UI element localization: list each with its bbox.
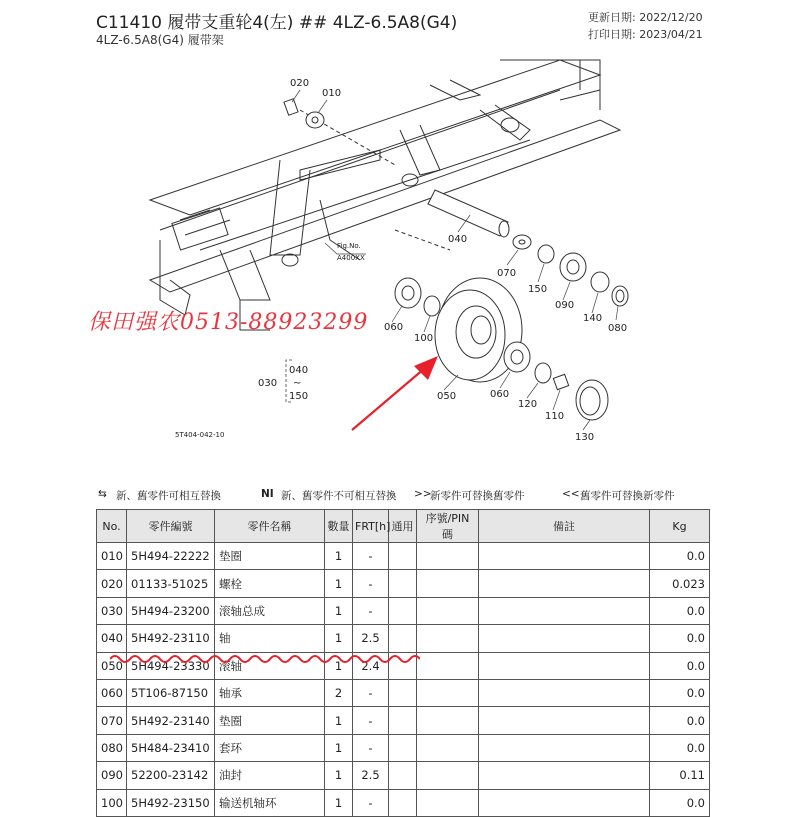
label-040: 040 [448,234,468,245]
legend-item-3: 新零件可替換舊零件 [430,490,525,502]
header-kg: Kg [650,510,710,543]
cell-part-number: 5H494-23330 [127,652,215,679]
cell-common [389,543,417,570]
label-130: 130 [575,432,595,443]
cell-frt: - [353,570,389,597]
cell-remarks [479,597,650,624]
cell-no: 030 [97,597,127,624]
legend-item-4: 舊零件可替換新零件 [580,490,675,502]
cell-kg: 0.0 [650,652,710,679]
cell-frt: 2.5 [353,762,389,789]
watermark-text: 保田强农0513-88923299 [88,310,369,335]
cell-qty: 1 [325,789,353,816]
cell-common [389,762,417,789]
cell-part-name: 滚轴 [215,652,325,679]
legend-forward-icon: >> [414,488,432,500]
cell-serial [417,707,479,734]
page-title: C11410 履带支重轮4(左) ## 4LZ-6.5A8(G4) [96,13,458,33]
cell-kg: 0.023 [650,570,710,597]
cell-no: 090 [97,762,127,789]
cell-part-name: 垫圈 [215,543,325,570]
cell-serial [417,570,479,597]
legend [96,488,706,506]
header-part-number: 零件編號 [127,510,215,543]
cell-qty: 1 [325,570,353,597]
cell-remarks [479,734,650,761]
cell-common [389,789,417,816]
cell-frt: 2.4 [353,652,389,679]
label-050: 050 [437,391,457,402]
cell-remarks [479,679,650,706]
header-part-name: 零件名稱 [215,510,325,543]
header-common: 通用 [389,510,417,543]
cell-part-number: 5T106-87150 [127,679,215,706]
legend-interchangeable-icon: ⇆ [98,488,107,500]
cell-common [389,734,417,761]
cell-part-name: 输送机轴环 [215,789,325,816]
label-030: 030 [258,378,278,389]
fig-no-label: Fig.No. [337,242,361,250]
label-070: 070 [497,268,517,279]
page-subtitle: 4LZ-6.5A8(G4) 履带架 [96,33,224,47]
cell-qty: 1 [325,597,353,624]
label-020: 020 [290,78,310,89]
cell-remarks [479,789,650,816]
label-060-left: 060 [384,322,404,333]
table-row[interactable] [97,597,710,624]
cell-frt: - [353,734,389,761]
label-140: 140 [583,313,603,324]
cell-part-name: 滚轴总成 [215,597,325,624]
table-row[interactable] [97,679,710,706]
table-row[interactable] [97,570,710,597]
cell-remarks [479,543,650,570]
cell-serial [417,543,479,570]
legend-backward-icon: << [562,488,580,500]
cell-frt: 2.5 [353,625,389,652]
cell-kg: 0.0 [650,625,710,652]
cell-kg: 0.0 [650,734,710,761]
cell-remarks [479,625,650,652]
cell-no: 100 [97,789,127,816]
label-010: 010 [322,88,342,99]
cell-remarks [479,762,650,789]
cell-part-number: 5H484-23410 [127,734,215,761]
table-row[interactable] [97,734,710,761]
cell-serial [417,625,479,652]
cell-part-number: 52200-23142 [127,762,215,789]
label-090: 090 [555,300,575,311]
cell-frt: - [353,707,389,734]
parts-drawing [284,99,628,420]
cell-part-number: 5H494-22222 [127,543,215,570]
range-bottom: 150 [289,391,309,402]
cell-qty: 1 [325,734,353,761]
track-frame-drawing [150,60,620,330]
header-serial: 序號/PIN 碼 [417,510,479,543]
cell-no: 060 [97,679,127,706]
cell-common [389,625,417,652]
cell-part-number: 5H492-23140 [127,707,215,734]
cell-kg: 0.11 [650,762,710,789]
update-date: 更新日期: 2022/12/20 [588,11,703,24]
cell-frt: - [353,789,389,816]
cell-part-name: 套环 [215,734,325,761]
label-110: 110 [545,411,565,422]
header-frt: FRT[h] [353,510,389,543]
cell-qty: 1 [325,652,353,679]
cell-frt: - [353,543,389,570]
range-top: 040 [289,365,309,376]
cell-part-number: 5H492-23110 [127,625,215,652]
cell-no: 070 [97,707,127,734]
cell-common [389,679,417,706]
cell-remarks [479,707,650,734]
header-qty: 數量 [325,510,353,543]
cell-no: 050 [97,652,127,679]
cell-qty: 1 [325,625,353,652]
table-row[interactable] [97,543,710,570]
legend-item-2: 新、舊零件不可相互替換 [281,490,397,502]
cell-part-number: 5H494-23200 [127,597,215,624]
cell-part-name: 油封 [215,762,325,789]
table-header-row [97,510,710,543]
cell-kg: 0.0 [650,597,710,624]
exploded-parts-diagram [0,55,800,485]
table-row[interactable] [97,762,710,789]
cell-remarks [479,652,650,679]
cell-frt: - [353,679,389,706]
cell-serial [417,597,479,624]
fig-ref-label: A400XX [337,254,365,262]
legend-ni-mark: NI [261,488,274,500]
cell-serial [417,789,479,816]
legend-item-1: 新、舊零件可相互替換 [116,490,221,502]
red-arrow-annotation [352,356,438,430]
cell-frt: - [353,597,389,624]
cell-no: 040 [97,625,127,652]
cell-common [389,597,417,624]
cell-kg: 0.0 [650,707,710,734]
cell-no: 080 [97,734,127,761]
cell-serial [417,762,479,789]
cell-serial [417,652,479,679]
cell-common [389,707,417,734]
cell-qty: 1 [325,762,353,789]
drawing-code: 5T404-042-10 [175,431,225,439]
cell-qty: 2 [325,679,353,706]
cell-part-name: 垫圈 [215,707,325,734]
cell-part-name: 轴承 [215,679,325,706]
label-120: 120 [518,399,538,410]
cell-common [389,570,417,597]
cell-serial [417,734,479,761]
header-no: No. [97,510,127,543]
cell-kg: 0.0 [650,543,710,570]
cell-kg: 0.0 [650,679,710,706]
date-block [588,9,703,43]
label-150: 150 [528,284,548,295]
header-remarks: 備註 [479,510,650,543]
cell-serial [417,679,479,706]
cell-qty: 1 [325,707,353,734]
cell-no: 020 [97,570,127,597]
label-060-right: 060 [490,389,510,400]
cell-part-number: 01133-51025 [127,570,215,597]
cell-part-name: 轴 [215,625,325,652]
cell-kg: 0.0 [650,789,710,816]
cell-no: 010 [97,543,127,570]
cell-remarks [479,570,650,597]
table-row[interactable] [97,789,710,816]
cell-part-number: 5H492-23150 [127,789,215,816]
cell-qty: 1 [325,543,353,570]
red-wavy-underline [110,652,420,666]
range-tilde: ~ [293,378,302,389]
table-row[interactable] [97,625,710,652]
print-date: 打印日期: 2023/04/21 [588,28,703,41]
table-row[interactable] [97,707,710,734]
cell-part-name: 螺栓 [215,570,325,597]
label-100: 100 [414,333,434,344]
label-080: 080 [608,323,628,334]
